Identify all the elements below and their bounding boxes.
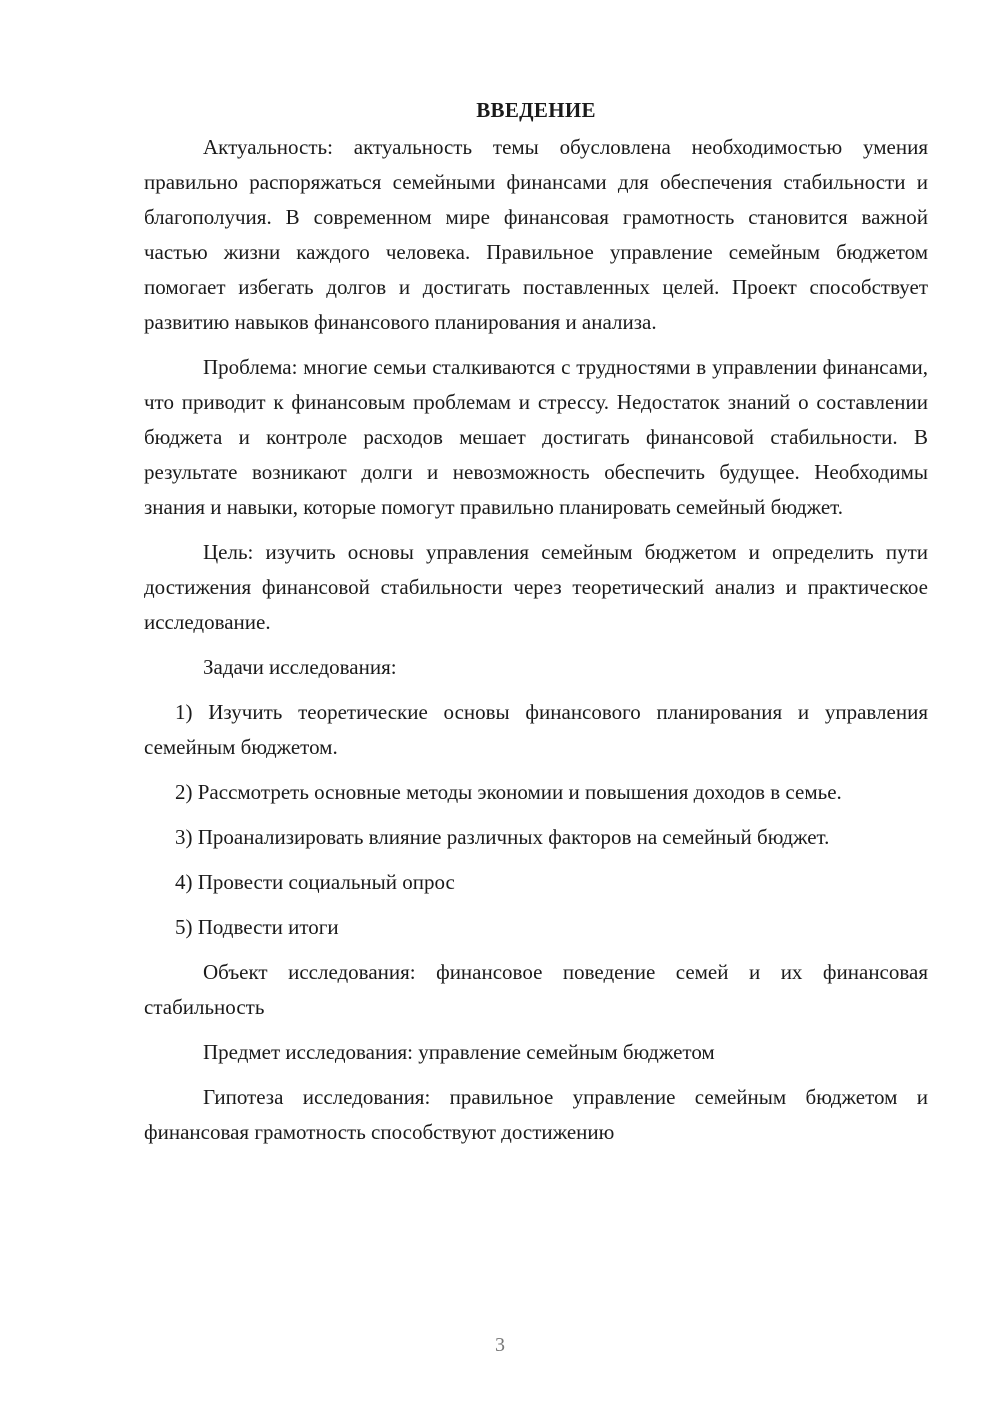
section-heading: ВВЕДЕНИЕ	[476, 98, 596, 122]
relevance-paragraph: Актуальность: актуальность темы обусловлена необходимостью умения правильно распоряжаться семейными финансами для обеспечения стабильности и благополучия. В современном мире финансовая грамотность становится важной частью жизни каждого человека. Правильное управление семейным бюджетом помогает избегать долгов и достигать поставленных целей. Проект способствует развитию навыков финансового планирования и анализа.	[144, 135, 928, 334]
object-paragraph: Объект исследования: финансовое поведение семей и их финансовая стабильность	[144, 960, 928, 1019]
document-page	[144, 96, 928, 1160]
goal-paragraph: Цель: изучить основы управления семейным бюджетом и определить пути достижения финансовой стабильности через теоретический анализ и практическое исследование.	[144, 540, 928, 634]
page-number: 3	[495, 1334, 505, 1356]
task-item-2: 2) Рассмотреть основные методы экономии и повышения доходов в семье.	[175, 780, 842, 804]
task-item-4: 4) Провести социальный опрос	[175, 870, 455, 894]
tasks-intro: Задачи исследования:	[203, 655, 397, 679]
task-item-1: 1) Изучить теоретические основы финансового планирования и управления семейным бюджетом.	[144, 700, 928, 759]
task-item-3: 3) Проанализировать влияние различных факторов на семейный бюджет.	[175, 825, 830, 849]
hypothesis-paragraph: Гипотеза исследования: правильное управление семейным бюджетом и финансовая грамотность способствуют достижению	[144, 1085, 928, 1144]
subject-paragraph: Предмет исследования: управление семейным бюджетом	[203, 1040, 715, 1064]
task-item-5: 5) Подвести итоги	[175, 915, 339, 939]
problem-paragraph: Проблема: многие семьи сталкиваются с трудностями в управлении финансами, что приводит к финансовым проблемам и стрессу. Недостаток знаний о составлении бюджета и контроле расходов мешает достигать финансовой стабильности. В результате возникают долги и невозможность обеспечить будущее. Необходимы знания и навыки, которые помогут правильно планировать семейный бюджет.	[144, 355, 928, 519]
